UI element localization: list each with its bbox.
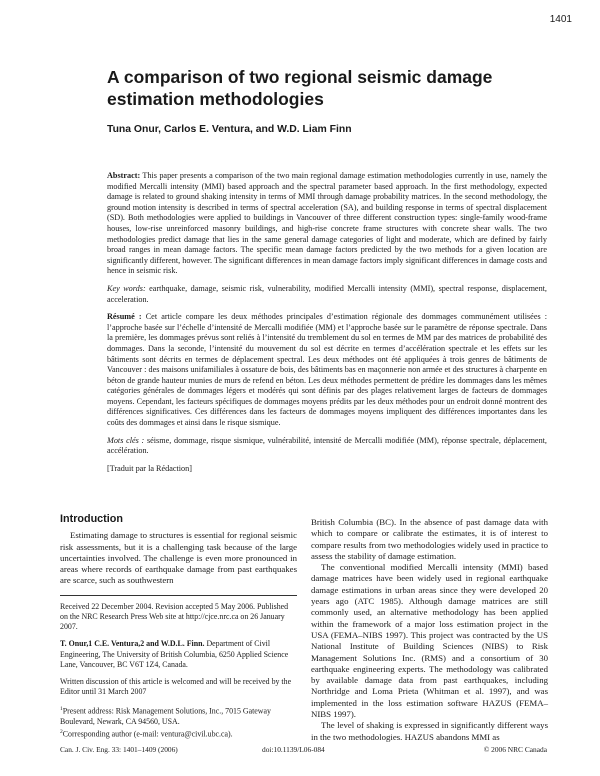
right-column	[311, 517, 548, 743]
footnote-1-marker: 1	[60, 706, 63, 713]
motscles-text: séisme, dommage, risque sismique, vulnérabilité, intensité de Mercalli modifiée (MM), réponse spectrale, déplacement, accélération.	[107, 435, 547, 456]
footnote-1-text: Present address: Risk Management Solutions, Inc., 7015 Gateway Boulevard, Newark, CA 94560, USA.	[60, 707, 271, 727]
keywords-label: Key words:	[107, 283, 146, 293]
received-note: Received 22 December 2004. Revision accepted 5 May 2006. Published on the NRC Research Press Web site at http://cjce.nrc.ca on 26 January 2007.	[60, 601, 289, 632]
footnote-box	[60, 595, 297, 740]
doi-text: doi:10.1139/L06-084	[262, 745, 325, 754]
affiliation-names: T. Onur,1 C.E. Ventura,2 and W.D.L. Finn.	[60, 639, 205, 649]
keywords-paragraph	[107, 284, 547, 305]
left-column	[60, 514, 297, 747]
footnote-2-marker: 2	[60, 729, 63, 736]
motscles-label: Mots clés :	[107, 435, 145, 445]
footnote-2-text: Corresponding author (e-mail: ventura@civil.ubc.ca).	[62, 730, 233, 740]
author-list: Tuna Onur, Carlos E. Ventura, and W.D. Liam Finn	[107, 124, 352, 135]
page-number: 1401	[549, 14, 572, 25]
affiliation-text: Department of Civil Engineering, The University of British Columbia, 6250 Applied Science Lane, Vancouver, BC V6T 1Z4, Canada.	[60, 639, 289, 669]
discussion-note: Written discussion of this article is welcomed and will be received by the Editor until 31 March 2007	[60, 677, 292, 697]
copyright-text: © 2006 NRC Canada	[483, 745, 547, 754]
right-paragraph-2: The conventional modified Mercalli intensity (MMI) based damage matrices have been widely used in regional earthquake damage estimations in urban areas since they were developed 20 years ago (ATC 1985). Although damage matrices are still commonly used, an alternative methodology has been applied within the framework of a major loss estimation project in the USA (FEMA–NIBS 1997). This project was contracted by the US National Institute of Building Sciences (NIBS) to Risk Management Solutions Inc. (RMS) and a consortium of 30 earthquake engineering experts. The methodology was calibrated by available damage data from past earthquakes, including Northridge and Loma Prieta (Whitman et al. 1997), and was implemented in the loss estimation software HAZUS (FEMA–NIBS 1997).	[311, 562, 548, 720]
affiliation-note	[60, 639, 297, 670]
keywords-text: earthquake, damage, seismic risk, vulnerability, modified Mercalli intensity (MMI), spectral response, displacement, acceleration.	[107, 283, 547, 304]
paper-title: A comparison of two regional seismic damage estimation methodologies	[107, 67, 493, 109]
motscles-paragraph	[107, 436, 547, 457]
resume-text: Cet article compare les deux méthodes principales d’estimation régionale des dommages communément utilisées : l’approche basée sur l’échelle d’intensité de Mercalli modifiée (MM) et l’approche basée sur le paramètre de réponse spectrale. Dans la première, les dommages prévus sont reliés à l’intensité du tremblement du sol en termes de MM par des matrices de probabilité des dommages. Dans la seconde, l’intensité du mouvement du sol est décrite en termes d’accélération spectrale et les effets sur les bâtiments sont décrits en termes de déplacement spectral. Les deux méthodes ont été appliquées à trois genres de bâtiments de Vancouver : des maisons unifamiliales à ossature de bois, des bâtiments bas en maçonnerie non armée et des structures à charpente en béton de grande hauteur munies de murs de refend en béton. Les deux méthodes permettent de prédire les dommages dans les mêmes catégories générales de dommages légers et modérés qui sont définis par des plages relativement larges de facteurs de dommages moyens. Cependant, les facteurs spécifiques de dommages moyens prédits par les deux méthodes pour un endroit donné montrent des différences significatives. Ces différences dans les facteurs de dommages moyens impliquent des différences importantes dans les coûts des dommages et ainsi dans le risque sismique.	[107, 312, 548, 428]
right-paragraph-3: The level of shaking is expressed in significantly different ways in the two methodologies. HAZUS abandons MMI as	[311, 720, 548, 742]
resume-paragraph	[107, 312, 547, 429]
right-paragraph-1: British Columbia (BC). In the absence of past damage data with which to compare or calibrate the estimates, it is of interest to compare results from two methodologies widely used in practice to assess the stability of damage estimation.	[311, 517, 548, 561]
abstract-paragraph	[107, 171, 547, 277]
intro-paragraph-1: Estimating damage to structures is essential for regional seismic risk assessments, but it is a challenging task because of the large uncertainties involved. The challenge is even more pronounced in areas where records of earthquake damage from past earthquakes are scarce, such as southwestern	[60, 530, 297, 586]
abstract-text: This paper presents a comparison of the two main regional damage estimation methodologies currently in use, namely the modified Mercalli intensity (MMI) based approach and the spectral parameter based approach. In the first methodology, expected damage is related to ground shaking intensity in terms of MMI through damage probability matrices. In the second methodology, the ground motion intensity is described in terms of spectral acceleration (SA), and building response in terms of spectral displacement (SD). Both methodologies were applied to buildings in Vancouver of three different construction types: single-family wood-frame houses, low-rise unreinforced masonry buildings, and high-rise concrete frame structures with concrete shear walls. The two methodologies predict damage that lies in the same general damage categories of light and moderate, which are defined by fairly broad ranges in mean damage factors. The specific mean damage factors predicted by the two methods for a given location are significantly different, however. The significant differences in mean damage factors imply significant differences in damage costs and hence in seismic risk.	[107, 171, 547, 276]
footnote-1	[60, 704, 297, 727]
translation-note: [Traduit par la Rédaction]	[107, 463, 192, 473]
journal-citation: Can. J. Civ. Eng. 33: 1401–1409 (2006)	[60, 745, 178, 754]
resume-label: Résumé :	[107, 312, 142, 322]
footnote-2	[60, 727, 297, 740]
introduction-heading: Introduction	[60, 513, 123, 525]
abstract-block	[107, 171, 547, 481]
abstract-label: Abstract:	[107, 171, 141, 180]
